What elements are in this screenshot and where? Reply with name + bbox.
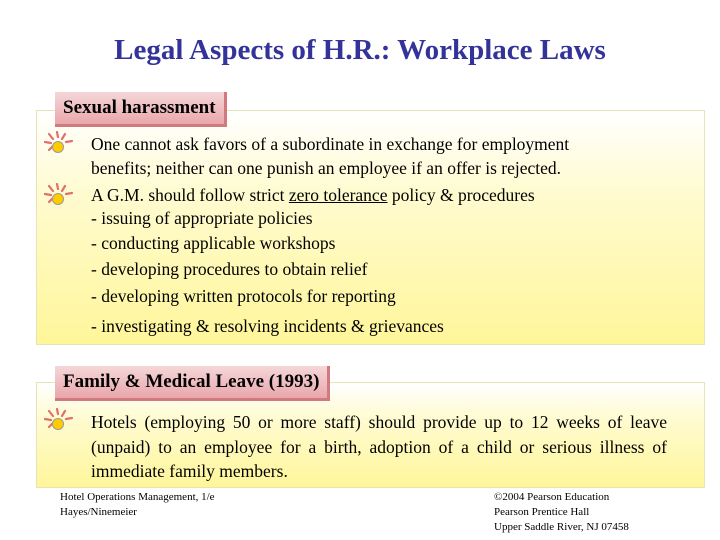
text-fragment: policy & procedures (387, 185, 535, 205)
sub-item-line: - conducting applicable workshops (91, 233, 336, 253)
zero-tolerance-underlined: zero tolerance (288, 185, 388, 205)
fmla-paragraph: Hotels (employing 50 or more staff) should provide up to 12 weeks of leave (unpaid) to an employee for a birth, adoption of a child or serious illness of immediate family members. (91, 412, 667, 481)
slide-title: Legal Aspects of H.R.: Workplace Laws (114, 34, 606, 66)
text-fragment: A G.M. should follow strict (91, 185, 289, 205)
section-heading-sexual-harassment: Sexual harassment (55, 92, 227, 127)
bullet-text-line (91, 185, 535, 206)
sunburst-bullet-icon (44, 183, 78, 209)
section-heading-family-medical-leave: Family & Medical Leave (1993) (55, 366, 330, 401)
sub-item-line: - investigating & resolving incidents & grievances (91, 316, 444, 336)
footer-left (60, 490, 215, 520)
footer-address: Upper Saddle River, NJ 07458 (494, 521, 629, 533)
sunburst-bullet-icon (44, 131, 78, 157)
sub-item-line: - issuing of appropriate policies (91, 208, 313, 228)
footer-authors: Hayes/Ninemeier (60, 506, 137, 518)
sub-item-line: - developing written protocols for reporting (91, 286, 396, 306)
sunburst-bullet-icon (44, 408, 78, 434)
sub-item-line: - developing procedures to obtain relief (91, 259, 368, 279)
footer-publisher: Pearson Prentice Hall (494, 506, 590, 518)
bullet-text-line: One cannot ask favors of a subordinate in exchange for employment (91, 134, 570, 154)
footer-right (494, 490, 629, 535)
footer-copyright: ©2004 Pearson Education (494, 491, 610, 503)
bullet-text-line: benefits; neither can one punish an employee if an offer is rejected. (91, 158, 562, 178)
footer-book-title: Hotel Operations Management, 1/e (60, 491, 215, 503)
